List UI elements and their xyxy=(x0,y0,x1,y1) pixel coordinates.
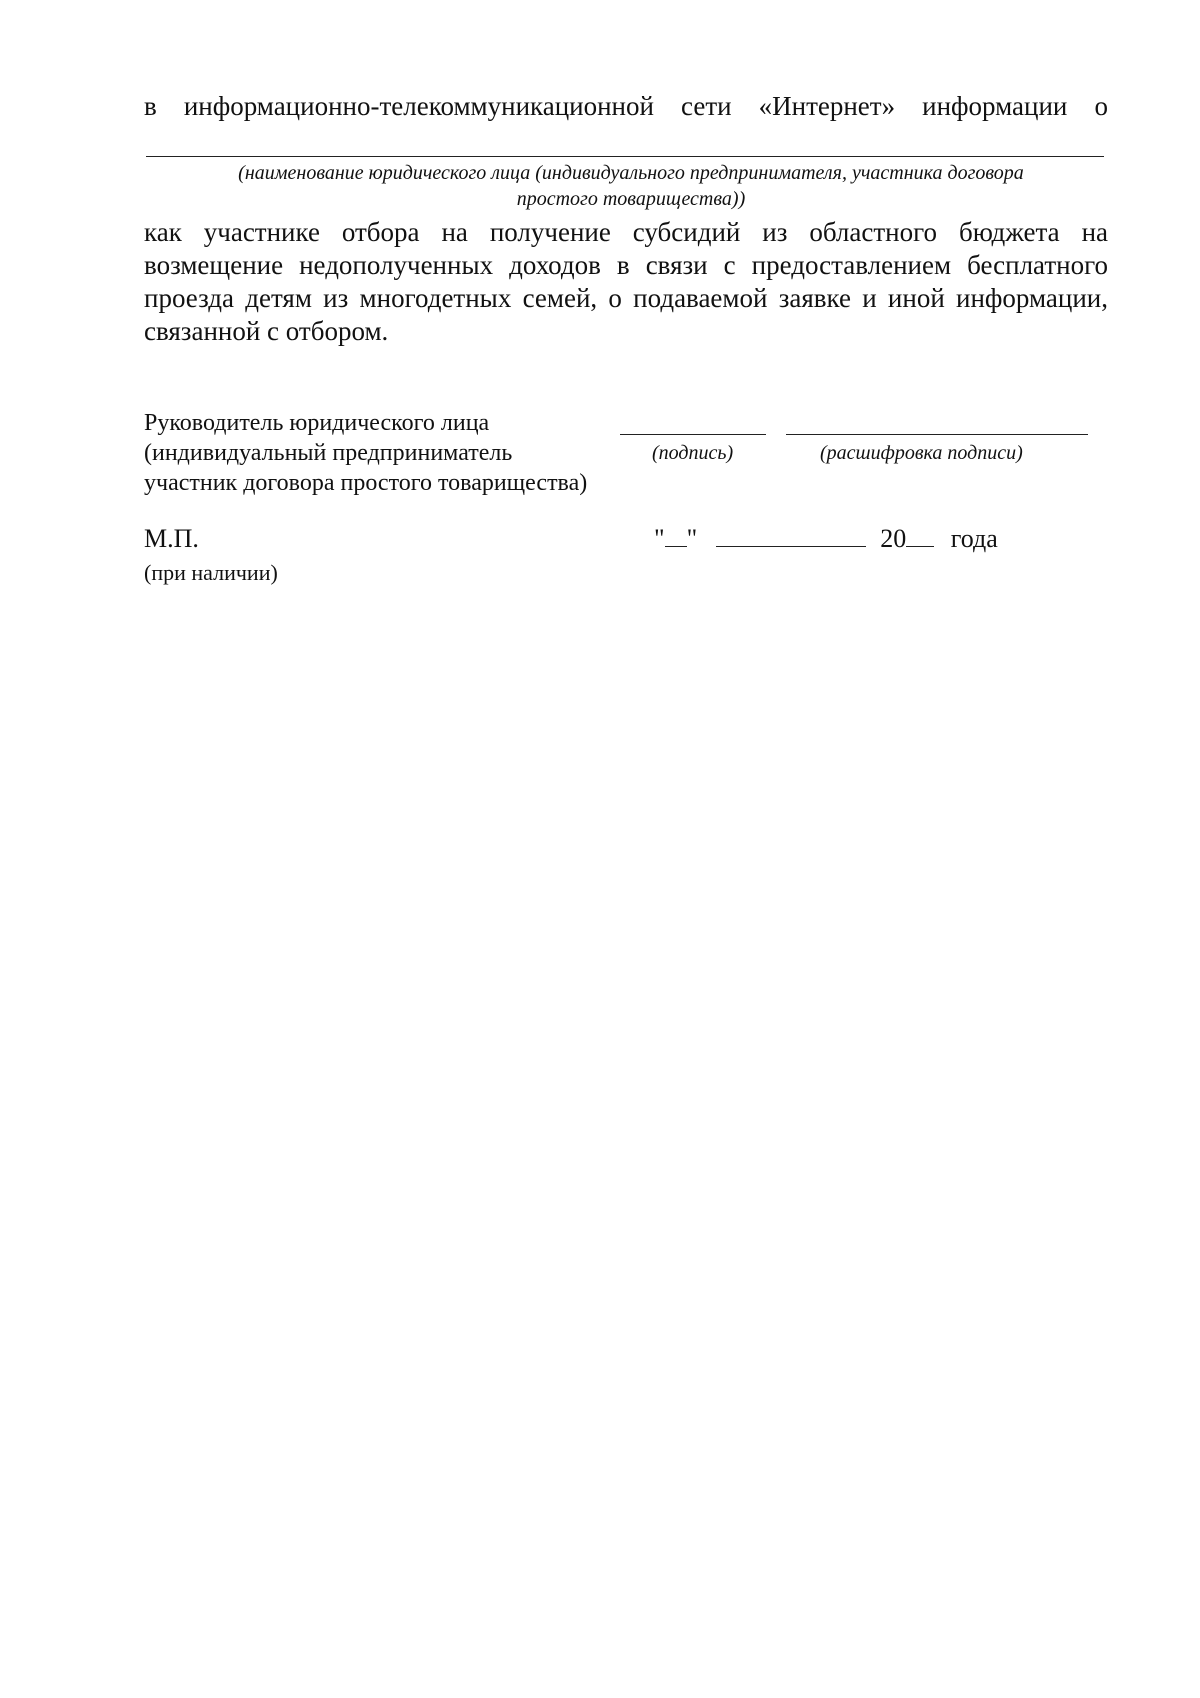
signatory-line1: Руководитель юридического лица xyxy=(144,410,490,436)
intro-word: информационно-телекоммуникационной xyxy=(183,91,654,121)
intro-line xyxy=(144,90,1108,122)
day-blank xyxy=(665,524,687,547)
intro-word: сети xyxy=(681,91,732,121)
date-line xyxy=(654,524,998,554)
month-blank xyxy=(716,524,866,547)
intro-word: в xyxy=(144,91,157,121)
decoding-caption: (расшифровка подписи) xyxy=(820,442,1023,464)
year-blank xyxy=(906,524,934,547)
signatory-line3: участник договора простого товарищества) xyxy=(144,470,588,496)
stamp-note: (при наличии) xyxy=(144,560,278,585)
name-caption-line2: простого товарищества)) xyxy=(516,188,746,210)
date-quote-close: " xyxy=(686,524,698,553)
intro-word: информации xyxy=(922,91,1068,121)
decoding-fill-line xyxy=(786,434,1088,435)
signature-fill-line xyxy=(620,434,766,435)
name-caption-line1: (наименование юридического лица (индивидуального предпринимателя, участника договора xyxy=(238,162,1024,184)
intro-word: «Интернет» xyxy=(758,91,896,121)
date-suffix: года xyxy=(950,524,998,553)
name-fill-line xyxy=(146,156,1104,157)
date-quote-open: " xyxy=(654,524,665,553)
signature-caption: (подпись) xyxy=(652,442,734,464)
intro-word: о xyxy=(1094,91,1108,121)
signatory-line2: (индивидуальный предприниматель xyxy=(144,440,513,466)
stamp-label: М.П. xyxy=(144,524,199,553)
body-paragraph: как участнике отбора на получение субсидий из областного бюджета на возмещение недополученных доходов в связи с предоставлением бесплатного проезда детям из многодетных семей, о подаваемой заявке и иной информации, связанной с отбором. xyxy=(144,217,1108,346)
year-prefix: 20 xyxy=(880,524,907,553)
